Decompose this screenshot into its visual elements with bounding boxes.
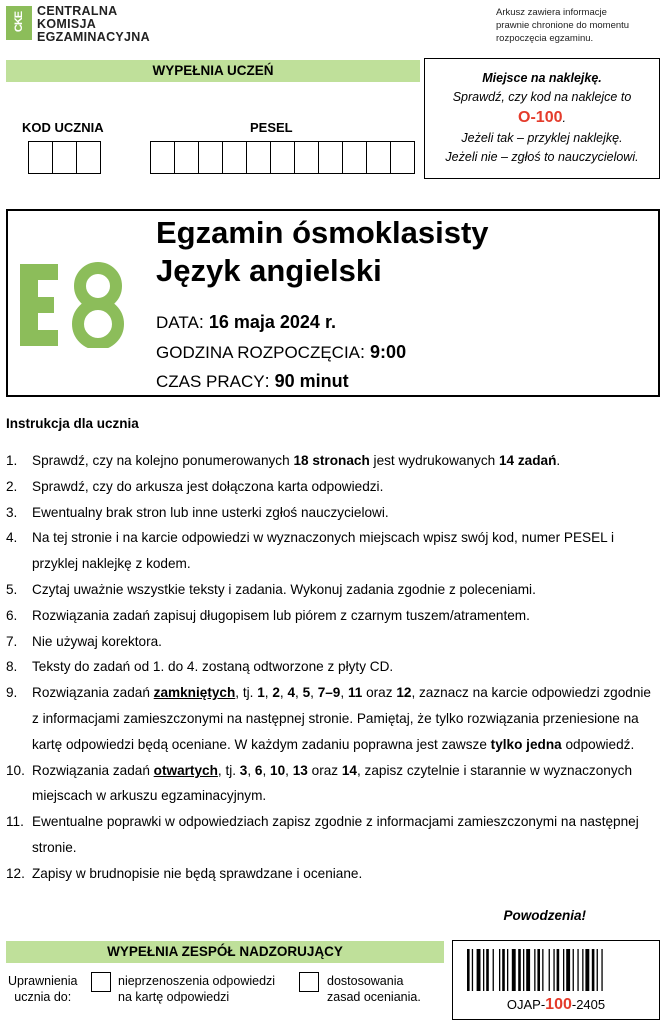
exam-title: Egzamin ósmoklasisty Język angielski (156, 215, 489, 288)
student-section-band: WYPEŁNIA UCZEŃ (6, 60, 420, 82)
barcode-box (452, 940, 660, 1020)
pesel-box[interactable] (294, 141, 319, 174)
rights-label: Uprawnienia ucznia do: (8, 974, 78, 1004)
instruction-number: 8. (6, 659, 18, 675)
instruction-item (6, 603, 656, 629)
instruction-item (6, 500, 656, 526)
instruction-item (6, 680, 656, 757)
instruction-item (6, 809, 656, 861)
instruction-item (6, 448, 656, 474)
no-transfer-checkbox[interactable] (91, 972, 111, 992)
instruction-text: Nie używaj korektora. (32, 633, 162, 649)
instruction-text: Rozwiązania zadań zapisuj długopisem lub piórem z czarnym tuszem/atramentem. (32, 607, 530, 623)
sticker-code: O-100 (518, 109, 563, 126)
instruction-text: Ewentualny brak stron lub inne usterki zgłoś nauczycielowi. (32, 504, 389, 520)
pesel-box[interactable] (390, 141, 415, 174)
instruction-text: Na tej stronie i na karcie odpowiedzi w wyznaczonych miejscach wpisz swój kod, numer PESEL i przyklej naklejkę z kodem. (32, 530, 615, 572)
instruction-number: 10. (6, 762, 25, 778)
pesel-boxes[interactable] (150, 141, 414, 174)
instructions-title: Instrukcja dla ucznia (6, 416, 139, 431)
supervisor-section-band: WYPEŁNIA ZESPÓŁ NADZORUJĄCY (6, 941, 444, 963)
exam-start-time: GODZINA ROZPOCZĘCIA: 9:00 (156, 342, 407, 362)
no-transfer-label: nieprzenoszenia odpowiedzi na kartę odpowiedzi (118, 974, 276, 1004)
instruction-number: 1. (6, 453, 18, 468)
adjusted-grading-checkbox[interactable] (299, 972, 319, 992)
student-code-boxes[interactable] (28, 141, 100, 174)
instruction-item (6, 654, 656, 680)
pesel-box[interactable] (246, 141, 271, 174)
code-box[interactable] (28, 141, 53, 174)
instruction-number: 3. (6, 504, 18, 520)
pesel-box[interactable] (174, 141, 199, 174)
pesel-box[interactable] (270, 141, 295, 174)
barcode-icon (467, 949, 647, 991)
adjusted-grading-label: dostosowania zasad oceniania. (327, 974, 421, 1004)
exam-date: DATA: 16 maja 2024 r. (156, 312, 336, 332)
instruction-text: Sprawdź, czy do arkusza jest dołączona karta odpowiedzi. (32, 478, 384, 494)
cke-logo-icon: CKE (6, 6, 32, 40)
pesel-box[interactable] (366, 141, 391, 174)
pesel-label: PESEL (250, 120, 293, 135)
instruction-text: Sprawdź, czy na kolejno ponumerowanych 18 stronach jest wydrukowanych 14 zadań. (32, 453, 561, 468)
good-luck-text: Powodzenia! (503, 908, 586, 923)
code-box[interactable] (52, 141, 77, 174)
instruction-number: 9. (6, 685, 18, 701)
pesel-box[interactable] (150, 141, 175, 174)
pesel-box[interactable] (318, 141, 343, 174)
pesel-box[interactable] (198, 141, 223, 174)
instruction-number: 6. (6, 607, 18, 623)
legal-notice: Arkusz zawiera informacje prawnie chronione do momentu rozpoczęcia egzaminu. (496, 7, 630, 44)
student-code-label: KOD UCZNIA (22, 120, 104, 135)
cke-logo-text: CENTRALNA KOMISJA EGZAMINACYJNA (37, 4, 150, 44)
instruction-text: Ewentualne poprawki w odpowiedziach zapisz zgodnie z informacjami zamieszczonymi na następnej stronie. (32, 814, 639, 855)
instruction-text: Teksty do zadań od 1. do 4. zostaną odtworzone z płyty CD. (32, 659, 394, 675)
instruction-number: 4. (6, 530, 18, 546)
code-box[interactable] (76, 141, 101, 174)
pesel-box[interactable] (222, 141, 247, 174)
instruction-item (6, 629, 656, 655)
instruction-item (6, 861, 656, 887)
instruction-number: 5. (6, 581, 18, 597)
sticker-area[interactable]: Miejsce na naklejkę. Sprawdź, czy kod na naklejce to O-100. Jeżeli tak – przyklej naklejkę. Jeżeli nie – zgłoś to nauczycielowi. (424, 58, 660, 179)
instruction-text: Czytaj uważnie wszystkie teksty i zadania. Wykonuj zadania zgodnie z poleceniami. (32, 581, 536, 597)
sheet-code: OJAP-100-2405 (506, 996, 606, 1013)
exam-duration: CZAS PRACY: 90 minut (156, 371, 349, 391)
instruction-item (6, 577, 656, 603)
instruction-item (6, 758, 656, 810)
instruction-text: Rozwiązania zadań zamkniętych, tj. 1, 2, 4, 5, 7–9, 11 oraz 12, zaznacz na karcie odpowiedzi zgodnie z informacjami zamieszczonymi na następnej stronie. Pamiętaj, że tylko rozwiązania przeniesione na kartę odpowiedzi będą oceniane. W każdym zadaniu poprawna jest zawsze tylko jedna odpowiedź. (32, 685, 651, 752)
instruction-number: 12. (6, 865, 25, 881)
instruction-item (6, 474, 656, 500)
instruction-text: Zapisy w brudnopisie nie będą sprawdzane i oceniane. (32, 865, 363, 881)
instruction-number: 2. (6, 478, 18, 494)
instruction-text: Rozwiązania zadań otwartych, tj. 3, 6, 10, 13 oraz 14, zapisz czytelnie i starannie w wyznaczonych miejscach w arkuszu egzaminacyjnym. (32, 762, 632, 804)
instruction-number: 7. (6, 633, 18, 649)
instruction-item (6, 525, 656, 577)
pesel-box[interactable] (342, 141, 367, 174)
e8-logo-icon (18, 262, 134, 348)
instruction-number: 11. (6, 814, 24, 830)
instructions-list (6, 448, 656, 887)
